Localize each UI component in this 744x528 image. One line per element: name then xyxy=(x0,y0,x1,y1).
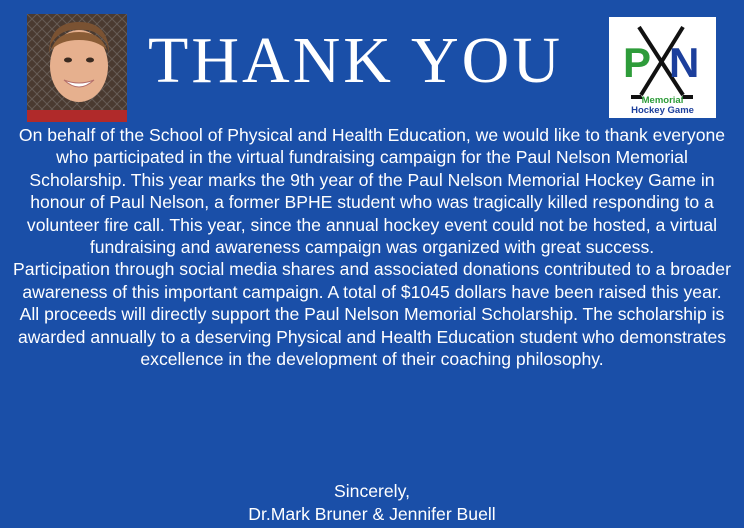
message-paragraph-1: On behalf of the School of Physical and Health Education, we would like to thank everyone who participated in the virtual fundraising campaign for the Paul Nelson Memorial Scholarship. This year marks the 9th year of the Paul Nelson Memorial Hockey Game in honour of Paul Nelson, a former BPHE student who was tragically killed responding to a volunteer fire call. This year, since the annual hockey event could not be hosted, a virtual fundraising and awareness campaign was organized with great success. xyxy=(18,125,726,258)
logo-caption-line1: Memorial xyxy=(641,95,684,106)
closing-salutation: Sincerely, xyxy=(334,481,410,501)
logo-caption-line2: Hockey Game xyxy=(631,105,694,116)
message-paragraph-2: Participation through social media shares and associated donations contributed to a broader awareness of this important campaign. A total of $1045 dollars have been raised this year. All proceeds will directly support the Paul Nelson Memorial Scholarship. The scholarship is awarded annually to a deserving Physical and Health Education student who demonstrates excellence in the development of their coaching philosophy. xyxy=(13,259,731,370)
closing-signature xyxy=(0,480,744,526)
memorial-hockey-game-logo xyxy=(609,17,716,118)
message-body xyxy=(12,124,732,370)
logo-letter-p: P xyxy=(623,39,652,86)
logo-letter-n: N xyxy=(669,39,700,86)
portrait-photo xyxy=(27,14,127,122)
closing-signatories: Dr.Mark Bruner & Jennifer Buell xyxy=(248,504,496,524)
page-title: THANK YOU xyxy=(148,24,564,97)
portrait-image xyxy=(27,14,127,122)
